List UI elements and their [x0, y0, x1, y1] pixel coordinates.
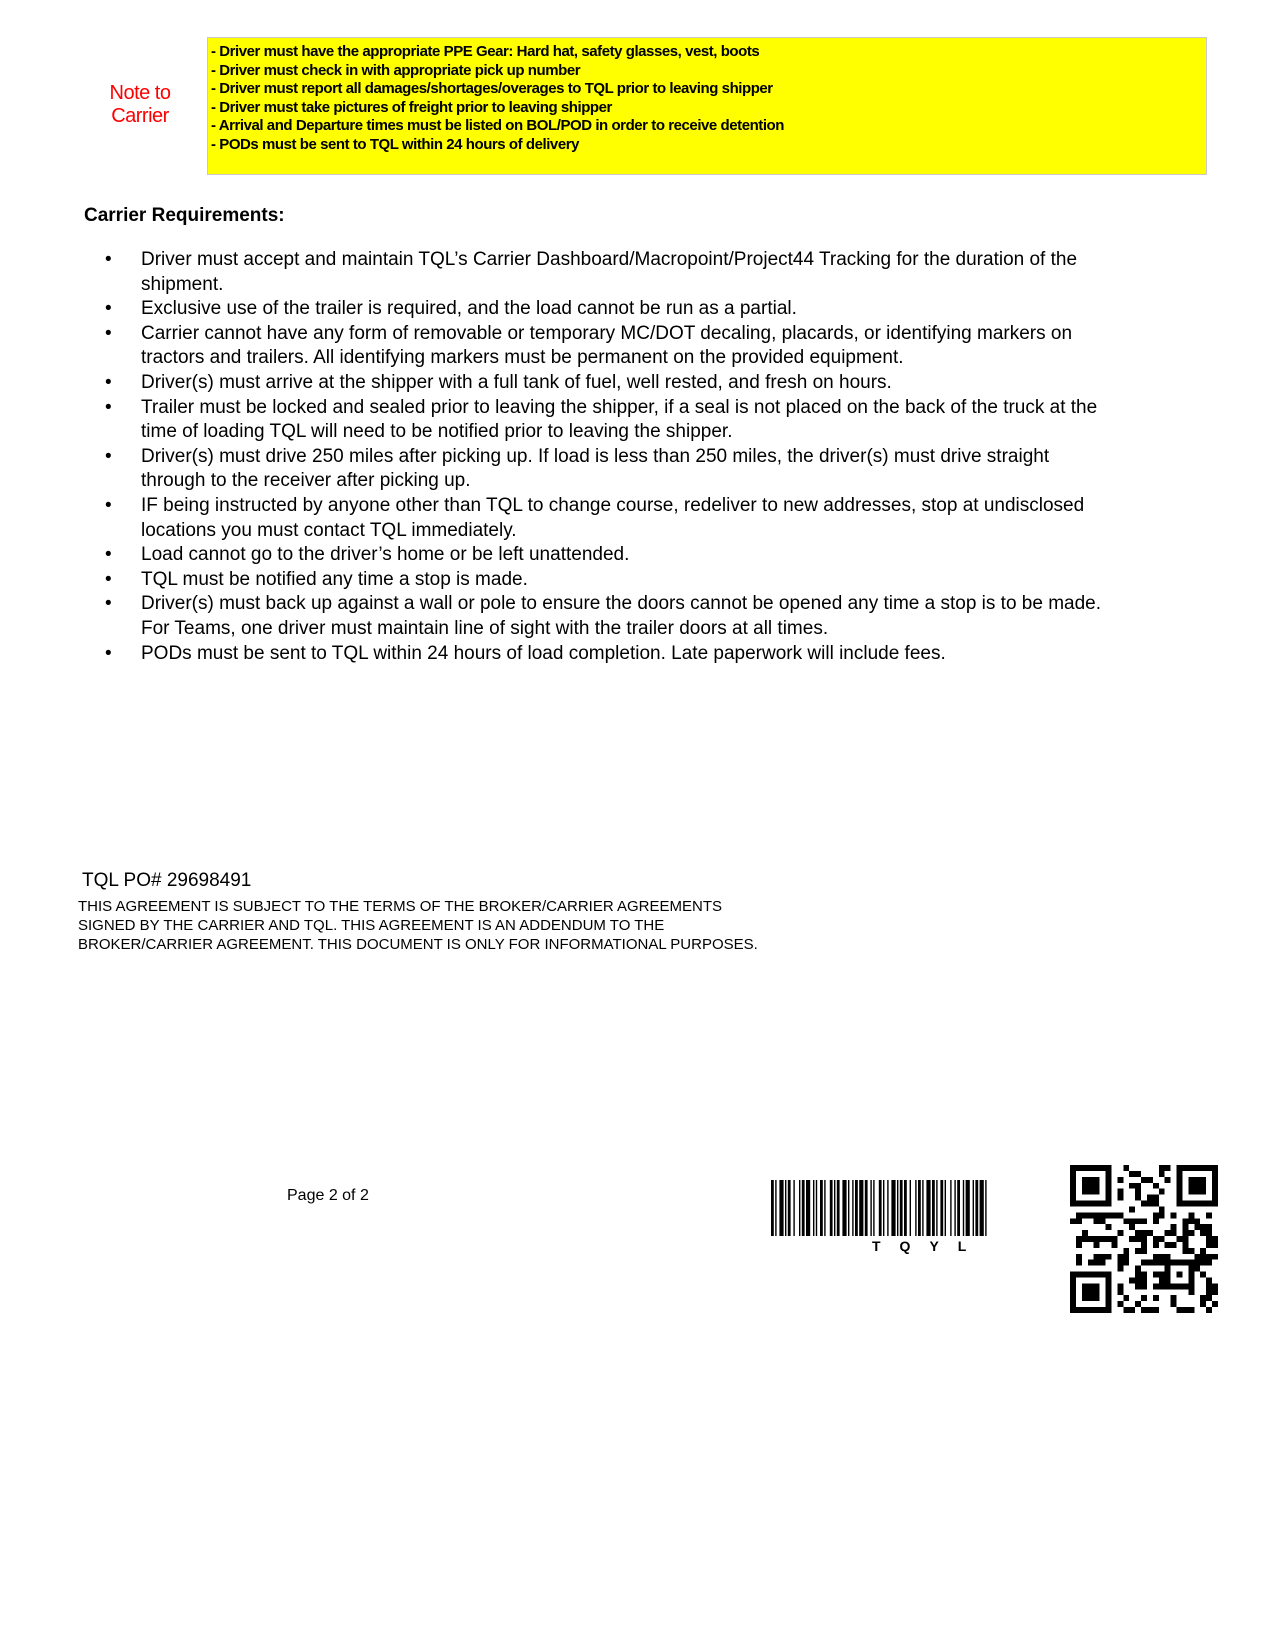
note-to-carrier-label: [98, 82, 182, 128]
qr-code: [1070, 1165, 1218, 1313]
note-label-line1: Note to: [109, 82, 171, 104]
note-box: [207, 37, 1207, 175]
note-item: - Driver must take pictures of freight prior to leaving shipper: [211, 98, 612, 116]
note-item: - Driver must check in with appropriate pick up number: [211, 61, 581, 79]
requirement-item: • IF being instructed by anyone other than TQL to change course, redeliver to new addresses, stop at undisclosed locations you must contact TQL immediately.: [105, 494, 1105, 543]
requirement-item: • Driver(s) must back up against a wall or pole to ensure the doors cannot be opened any time a stop is to be made. For Teams, one driver must maintain line of sight with the trailer doors at all times.: [105, 592, 1105, 641]
note-item: - Arrival and Departure times must be listed on BOL/POD in order to receive detention: [211, 117, 784, 135]
requirement-item: • Trailer must be locked and sealed prior to leaving the shipper, if a seal is not placed on the back of the truck at the time of loading TQL will need to be notified prior to leaving the shipper.: [105, 396, 1105, 445]
requirements-heading: Carrier Requirements:: [84, 205, 285, 226]
requirement-item: • Load cannot go to the driver’s home or be left unattended.: [105, 543, 1105, 568]
note-item: - Driver must report all damages/shortages/overages to TQL prior to leaving shipper: [211, 80, 773, 98]
agreement-text: THIS AGREEMENT IS SUBJECT TO THE TERMS OF THE BROKER/CARRIER AGREEMENTS SIGNED BY THE CARRIER AND TQL. THIS AGREEMENT IS AN ADDENDUM TO THE BROKER/CARRIER AGREEMENT. THIS DOCUMENT IS ONLY FOR INFORMATIONAL PURPOSES.: [78, 898, 758, 953]
requirement-item: • Driver must accept and maintain TQL’s Carrier Dashboard/Macropoint/Project44 Tracking for the duration of the shipment.: [105, 248, 1105, 297]
note-item: - Driver must have the appropriate PPE Gear: Hard hat, safety glasses, vest, boots: [211, 43, 760, 60]
barcode-text: TQYL: [872, 1238, 986, 1254]
note-label-line2: Carrier: [111, 105, 169, 127]
requirements-list: [105, 248, 1105, 666]
requirement-item: • Exclusive use of the trailer is required, and the load cannot be run as a partial.: [105, 297, 1105, 322]
note-item: - PODs must be sent to TQL within 24 hours of delivery: [211, 135, 579, 153]
po-number: TQL PO# 29698491: [82, 870, 252, 891]
page-number: Page 2 of 2: [287, 1187, 369, 1204]
requirement-item: • Driver(s) must drive 250 miles after picking up. If load is less than 250 miles, the driver(s) must drive straight through to the receiver after picking up.: [105, 445, 1105, 494]
note-list: [208, 38, 1206, 155]
requirement-item: • TQL must be notified any time a stop is made.: [105, 568, 1105, 593]
barcode: [771, 1180, 1053, 1236]
requirement-item: • Driver(s) must arrive at the shipper with a full tank of fuel, well rested, and fresh on hours.: [105, 371, 1105, 396]
requirement-item: • Carrier cannot have any form of removable or temporary MC/DOT decaling, placards, or identifying markers on tractors and trailers. All identifying markers must be permanent on the provided equipment.: [105, 322, 1105, 371]
requirement-item: • PODs must be sent to TQL within 24 hours of load completion. Late paperwork will include fees.: [105, 642, 1105, 667]
